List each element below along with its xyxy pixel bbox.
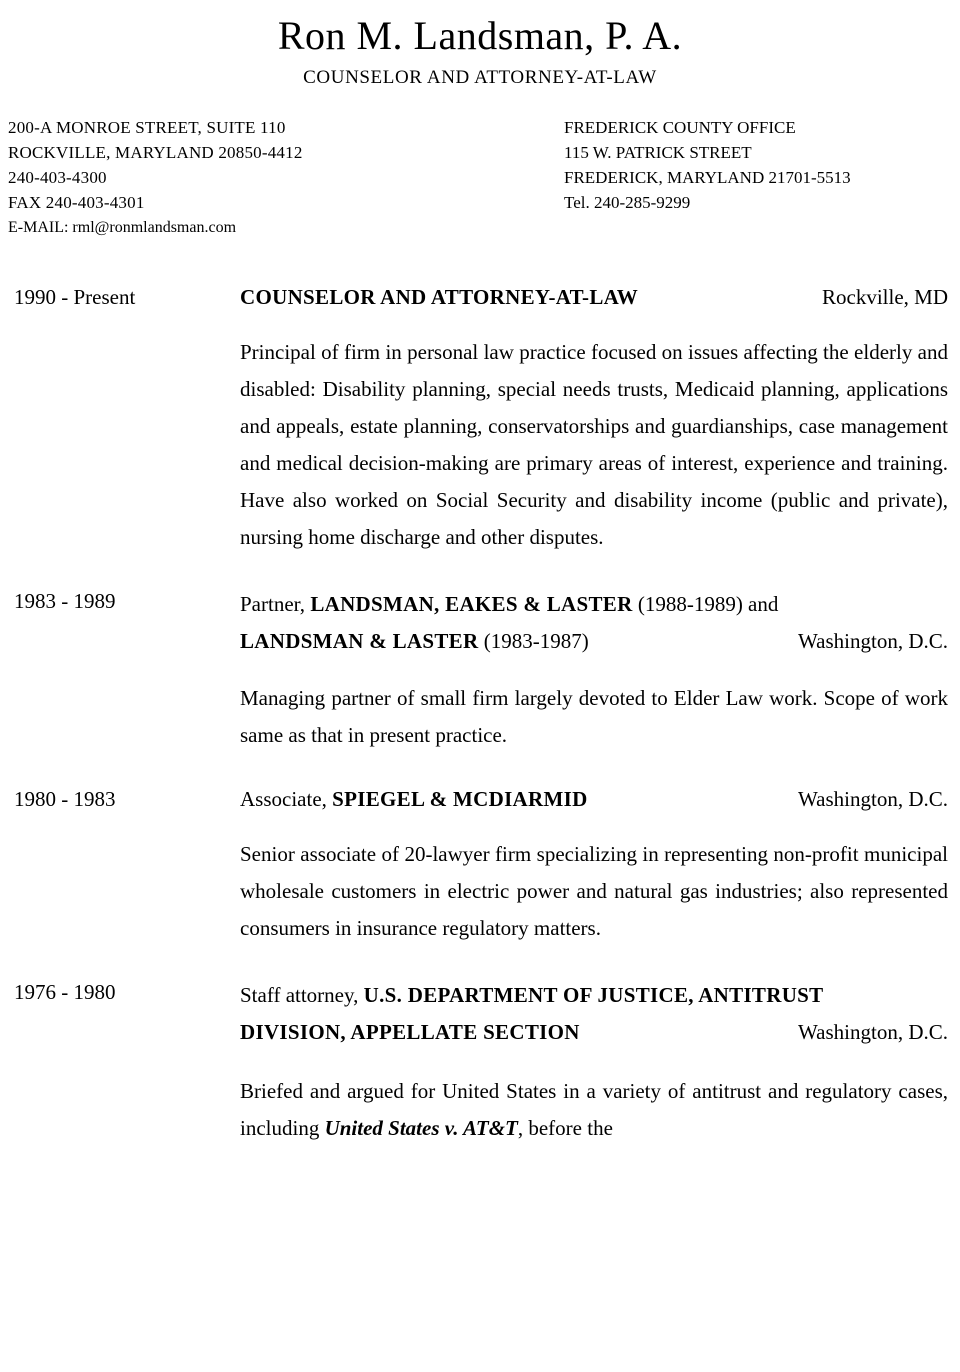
entry-description-post: , before the (517, 1116, 613, 1140)
entry-description: Senior associate of 20-lawyer firm specializing in representing non-profit municipal wholesale customers in electric power and natural gas industries; also represented consumers in insurance regulatory matters. (240, 842, 948, 940)
entry-description: Managing partner of small firm largely devoted to Elder Law work. Scope of work same as that in present practice. (240, 686, 948, 747)
entry-location: Washington, D.C. (798, 787, 948, 811)
entry-firm-name: LANDSMAN, EAKES & LASTER (310, 592, 633, 616)
entry-body (240, 282, 952, 556)
entry-location: Washington, D.C. (798, 1020, 948, 1044)
entry-headline-line1 (240, 977, 948, 1014)
entry-headline (240, 282, 948, 312)
entry-headline (240, 784, 948, 814)
entry-headline (240, 977, 948, 1051)
entry-body (240, 586, 952, 754)
contact-block (8, 115, 952, 240)
contact-right-column (564, 115, 952, 215)
frederick-street-line: 115 W. PATRICK STREET (564, 143, 752, 162)
entry-headline-line1 (240, 586, 948, 623)
entry-headline-line2 (240, 1014, 948, 1051)
address-line-street: 200-A MONROE STREET, SUITE 110 (8, 118, 286, 137)
fax-line: FAX 240-403-4301 (8, 193, 145, 212)
entry-firm-name-2: DIVISION, APPELLATE SECTION (240, 1020, 580, 1044)
entry-description: Principal of firm in personal law practice focused on issues affecting the elderly and disabled: Disability planning, special needs trusts, Medicaid planning, applications and appeals, estate planning, conservatorships and guardianships, case management and medical decision-making are primary areas of interest, experience and training. Have also worked on Social Security and disability income (public and private), nursing home discharge and other disputes. (240, 340, 948, 549)
experience-list (8, 282, 952, 1147)
entry-firm-years: (1988-1989) and (632, 592, 779, 616)
entry-role-line (240, 784, 588, 814)
entry-dates: 1976 - 1980 (14, 980, 116, 1004)
entry-firm-name: U.S. DEPARTMENT OF JUSTICE, ANTITRUST (363, 983, 824, 1007)
entry-body (240, 977, 952, 1147)
experience-entry (8, 586, 952, 754)
page-title: Ron M. Landsman, P. A. (277, 13, 683, 58)
entry-dates: 1990 - Present (14, 285, 136, 309)
entry-firm-name-2 (240, 623, 589, 660)
page-subtitle: COUNSELOR AND ATTORNEY-AT-LAW (303, 67, 657, 88)
entry-firm-name-2-text: LANDSMAN & LASTER (240, 629, 479, 653)
entry-role-prefix: Staff attorney, (240, 983, 364, 1007)
entry-description (240, 1073, 948, 1147)
entry-title: COUNSELOR AND ATTORNEY-AT-LAW (240, 285, 639, 309)
experience-entry (8, 282, 952, 556)
entry-dates: 1980 - 1983 (14, 787, 116, 811)
experience-entry (8, 784, 952, 947)
entry-location: Rockville, MD (822, 285, 948, 309)
entry-firm-years-2: (1983-1987) (478, 629, 589, 653)
address-line-city: ROCKVILLE, MARYLAND 20850-4412 (8, 143, 303, 162)
email-line: E-MAIL: rml@ronmlandsman.com (8, 219, 237, 236)
frederick-office-label: FREDERICK COUNTY OFFICE (564, 118, 796, 137)
resume-page (0, 8, 960, 1372)
contact-left-column (8, 115, 564, 240)
phone-line: 240-403-4300 (8, 168, 107, 187)
entry-location: Washington, D.C. (798, 629, 948, 653)
entry-dates: 1983 - 1989 (14, 589, 116, 613)
experience-entry (8, 977, 952, 1147)
frederick-phone-line: Tel. 240-285-9299 (564, 193, 691, 212)
entry-case-citation: United States v. AT&T (324, 1116, 518, 1140)
entry-role-prefix: Associate, (240, 787, 333, 811)
entry-role-prefix: Partner, (240, 592, 311, 616)
entry-firm-name: SPIEGEL & MCDIARMID (332, 787, 588, 811)
entry-headline-line2 (240, 623, 948, 660)
frederick-city-line: FREDERICK, MARYLAND 21701-5513 (564, 168, 851, 187)
entry-body (240, 784, 952, 947)
entry-description-pre: Briefed and argued for United States in a variety of antitrust and regulatory cases, including (240, 1079, 948, 1140)
entry-headline (240, 586, 948, 660)
